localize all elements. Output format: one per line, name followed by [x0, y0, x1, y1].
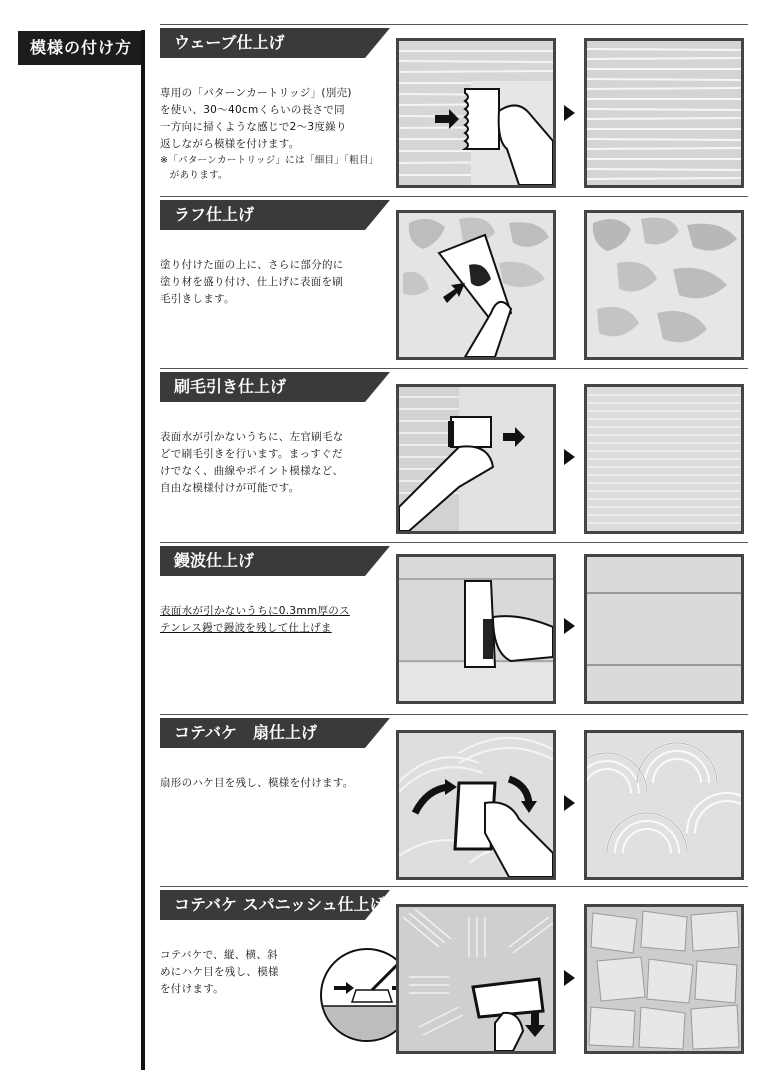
section-fan — [160, 714, 748, 884]
brush-application-drawing — [399, 387, 553, 531]
result-arrow — [564, 970, 575, 986]
section-description — [160, 412, 388, 497]
section-divider — [160, 196, 748, 197]
description-text: 塗り付けた面の上に、さらに部分的に 塗り材を盛り付け、仕上げに表面を刷 毛引きします。 — [160, 259, 344, 305]
illustration-spanish-result — [584, 904, 744, 1054]
illustration-wave-result — [584, 38, 744, 188]
trowel-result-drawing — [587, 557, 741, 701]
wave-result-drawing — [587, 41, 741, 185]
illustration-spanish-application — [396, 904, 556, 1054]
illustration-fan-application — [396, 730, 556, 880]
description-text: 表面水が引かないうちに、左官刷毛な どで刷毛引きを行います。まっすぐだ けでなく、曲線やポイント模様など、 自由な模様付けが可能です。 — [160, 431, 344, 494]
section-title — [160, 718, 390, 748]
description-text: 扇形のハケ目を残し、模様を付けます。 — [160, 777, 354, 789]
section-title — [160, 200, 390, 230]
section-title-text: コテバケ スパニッシュ仕上げ — [174, 895, 386, 914]
illustration-brush-result — [584, 384, 744, 534]
description-text: コテバケで、縦、横、斜 めにハケ目を残し、模様 を付けます。 — [160, 949, 279, 995]
section-divider — [160, 24, 748, 25]
section-title-text: コテバケ 扇仕上げ — [174, 723, 318, 742]
fan-result-drawing — [587, 733, 741, 877]
description-note: ※「パターンカートリッジ」には「細目」「粗目」 があります。 — [160, 155, 379, 181]
section-title — [160, 546, 390, 576]
section-brush — [160, 368, 748, 540]
section-title — [160, 28, 390, 58]
section-description — [160, 758, 388, 792]
illustration-rough-application — [396, 210, 556, 360]
section-wave — [160, 24, 748, 194]
section-title-text: 鏝波仕上げ — [174, 551, 255, 570]
section-title — [160, 372, 390, 402]
section-divider — [160, 542, 748, 543]
section-spanish — [160, 886, 748, 1066]
section-description — [160, 930, 320, 998]
spanish-result-drawing — [587, 907, 741, 1051]
result-arrow — [564, 449, 575, 465]
section-title-text: 刷毛引き仕上げ — [174, 377, 287, 396]
section-divider — [160, 368, 748, 369]
section-title-text: ラフ仕上げ — [174, 205, 255, 224]
section-divider — [160, 714, 748, 715]
section-trowel-wave — [160, 542, 748, 712]
rough-result-drawing — [587, 213, 741, 357]
description-text: 専用の「パターンカートリッジ」(別売) を使い、30〜40cmくらいの長さで同 一方向に掃くような感じで2〜3度繰り 返しながら模様を付けます。 — [160, 87, 352, 150]
brush-result-drawing — [587, 387, 741, 531]
result-arrow — [564, 795, 575, 811]
section-description — [160, 586, 388, 637]
side-tab-label: 模様の付け方 — [18, 31, 144, 65]
result-arrow — [564, 105, 575, 121]
result-arrow — [564, 618, 575, 634]
description-text: 表面水が引かないうちに0.3mm厚のス テンレス鏝で鏝波を残して仕上げま — [160, 605, 350, 634]
section-description — [160, 68, 388, 200]
illustration-wave-application — [396, 38, 556, 188]
trowel-application-drawing — [399, 557, 553, 701]
section-title — [160, 890, 390, 920]
fan-application-drawing — [399, 733, 553, 877]
illustration-trowel-application — [396, 554, 556, 704]
illustration-brush-application — [396, 384, 556, 534]
wave-application-drawing — [399, 41, 553, 185]
spanish-application-drawing — [399, 907, 553, 1051]
vertical-rule — [141, 30, 145, 1070]
section-rough — [160, 196, 748, 366]
section-title-text: ウェーブ仕上げ — [174, 33, 285, 52]
illustration-fan-result — [584, 730, 744, 880]
illustration-trowel-result — [584, 554, 744, 704]
section-divider — [160, 886, 748, 887]
illustration-rough-result — [584, 210, 744, 360]
section-description — [160, 240, 388, 308]
rough-application-drawing — [399, 213, 553, 357]
